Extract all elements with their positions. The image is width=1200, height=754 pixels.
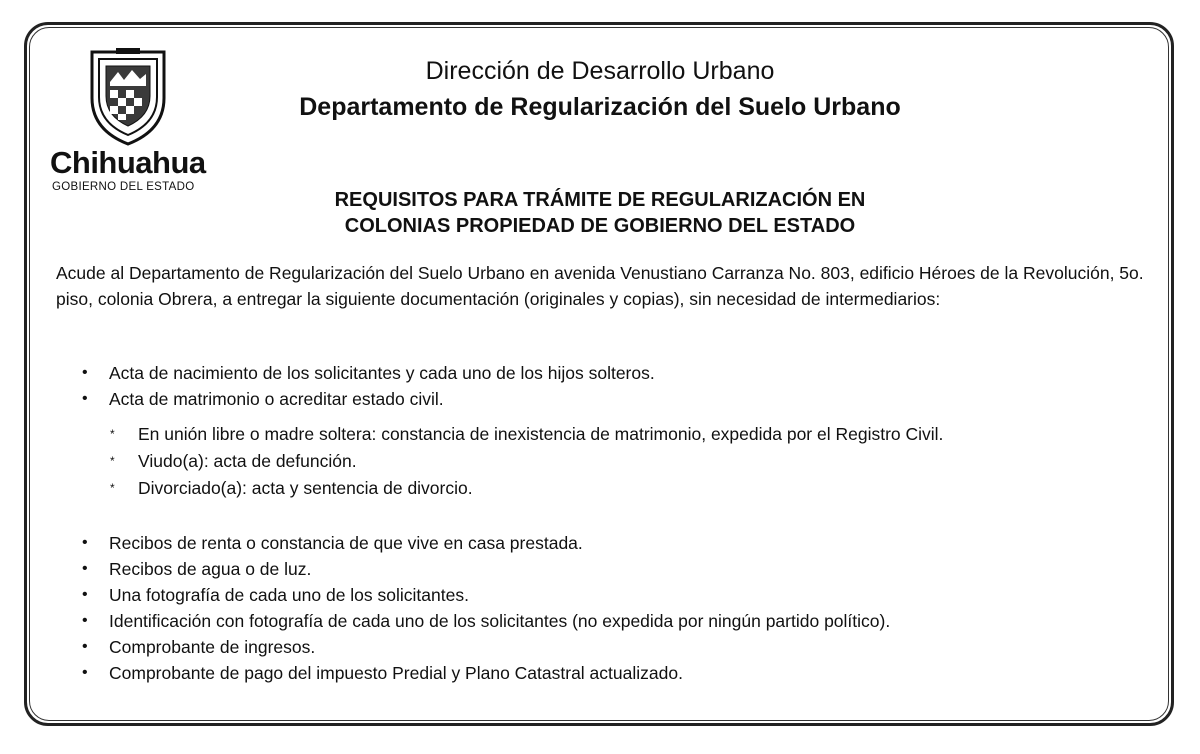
bullet-icon: • — [82, 612, 88, 629]
requirement-text: Recibos de agua o de luz. — [109, 559, 312, 579]
bullet-icon: • — [82, 534, 88, 551]
directorate-title: Dirección de Desarrollo Urbano — [425, 57, 775, 85]
requirement-text: Una fotografía de cada uno de los solicitantes. — [109, 585, 469, 605]
requirement-text: Comprobante de pago del impuesto Predial y Plano Catastral actualizado. — [109, 663, 683, 683]
bullet-icon: • — [82, 390, 88, 407]
bullet-icon: • — [82, 638, 88, 655]
document-title — [0, 187, 1200, 239]
requirement-text: Comprobante de ingresos. — [109, 637, 316, 657]
civil-status-sublist — [110, 421, 1170, 502]
sub-requirement-text: Viudo(a): acta de defunción. — [138, 451, 357, 471]
list-item — [82, 556, 1162, 582]
star-bullet-icon: * — [110, 481, 115, 495]
sub-requirement-text: En unión libre o madre soltera: constancia de inexistencia de matrimonio, expedida por el Registro Civil. — [138, 424, 944, 444]
list-item — [82, 660, 1162, 686]
requirement-text: Acta de nacimiento de los solicitantes y cada uno de los hijos solteros. — [109, 363, 655, 383]
list-item — [82, 386, 1162, 412]
intro-paragraph: Acude al Departamento de Regularización del Suelo Urbano en avenida Venustiano Carranza No. 803, edificio Héroes de la Revolución, 5o. piso, colonia Obrera, a entregar la siguiente documentación (originales y copias), sin necesidad de intermediarios: — [56, 263, 1144, 309]
bullet-icon: • — [82, 560, 88, 577]
requirement-text: Identificación con fotografía de cada uno de los solicitantes (no expedida por ningún partido político). — [109, 611, 891, 631]
list-item — [110, 421, 1170, 448]
list-item — [110, 475, 1170, 502]
logo-subtitle: GOBIERNO DEL ESTADO — [52, 181, 195, 193]
list-item — [82, 530, 1162, 556]
bullet-icon: • — [82, 664, 88, 681]
bullet-icon: • — [82, 586, 88, 603]
list-item — [82, 582, 1162, 608]
document-title-line1: REQUISITOS PARA TRÁMITE DE REGULARIZACIÓN EN — [334, 189, 866, 211]
requirement-text: Recibos de renta o constancia de que vive en casa prestada. — [109, 533, 583, 553]
list-item — [110, 448, 1170, 475]
list-item — [82, 608, 1162, 634]
requirements-list-a — [82, 360, 1162, 412]
star-bullet-icon: * — [110, 427, 115, 441]
requirement-text: Acta de matrimonio o acreditar estado civil. — [109, 389, 444, 409]
list-item — [82, 634, 1162, 660]
list-item — [82, 360, 1162, 386]
bullet-icon: • — [82, 364, 88, 381]
sub-requirement-text: Divorciado(a): acta y sentencia de divorcio. — [138, 478, 473, 498]
document-title-line2: COLONIAS PROPIEDAD DE GOBIERNO DEL ESTADO — [344, 215, 856, 237]
star-bullet-icon: * — [110, 454, 115, 468]
logo-wordmark: Chihuahua — [50, 145, 206, 180]
department-title: Departamento de Regularización del Suelo Urbano — [299, 93, 901, 121]
requirements-list-b — [82, 530, 1162, 686]
